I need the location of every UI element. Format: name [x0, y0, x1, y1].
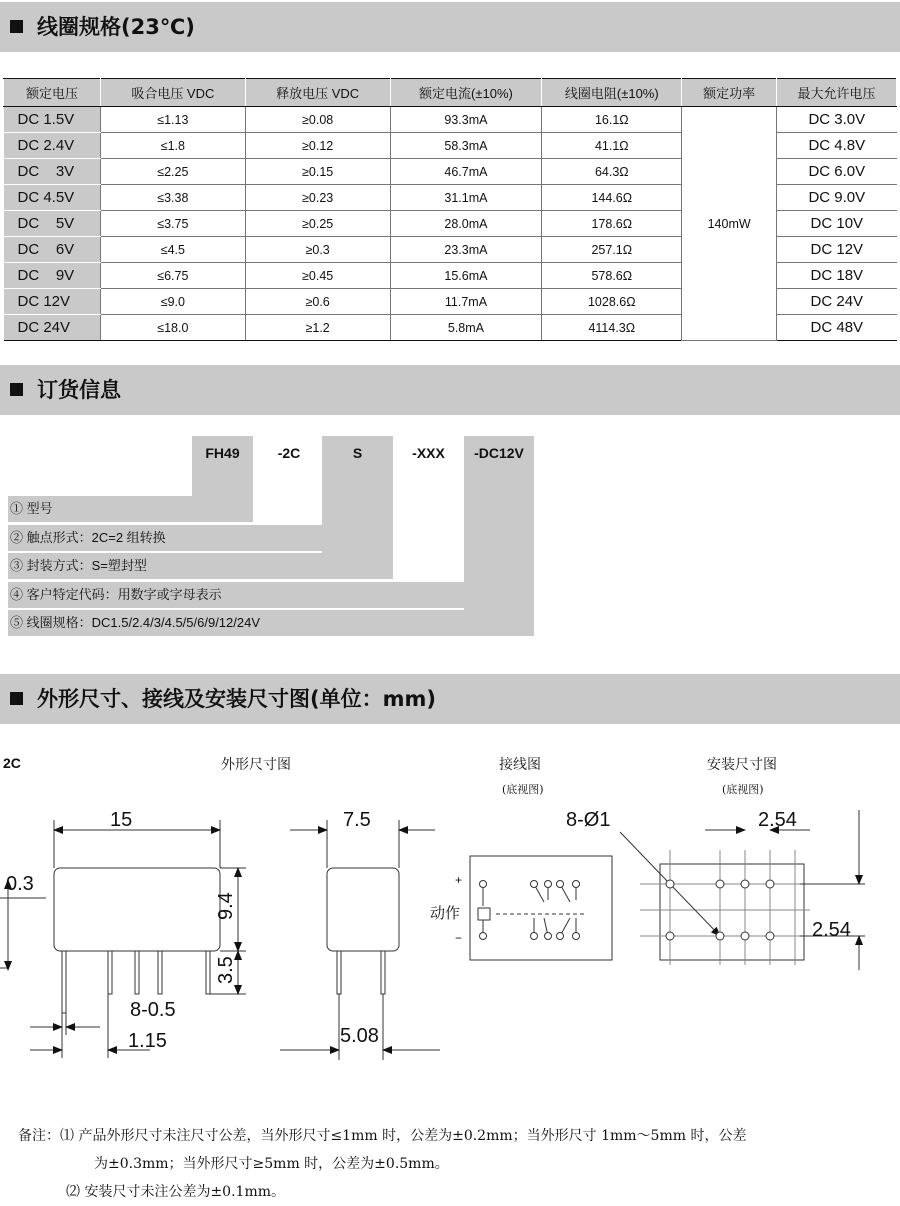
- dim-pin-width: 8-0.5: [130, 999, 176, 1021]
- side-pin-right: [381, 951, 385, 994]
- cell-pick-up-voltage: ≤4.5: [100, 237, 245, 263]
- cell-rated-power: 140mW: [682, 107, 777, 341]
- code-contact: -2C: [277, 445, 301, 461]
- wiring-title: 接线图: [499, 757, 541, 773]
- cell-pick-up-voltage: ≤3.75: [100, 211, 245, 237]
- dim-pin-pitch: 1.15: [128, 1030, 167, 1052]
- cell-pick-up-voltage: ≤18.0: [100, 315, 245, 341]
- coil-spec-table: [3, 78, 897, 341]
- order-line-customer: ④ 客户特定代码：用数字或字母表示: [10, 587, 222, 602]
- code-customer: -XXX: [412, 445, 445, 461]
- side-pin-left: [337, 951, 341, 994]
- cell-coil-resistance: 41.1Ω: [542, 133, 682, 159]
- cell-release-voltage: ≥0.08: [245, 107, 390, 133]
- header-rated-power: 额定功率: [682, 79, 777, 107]
- cell-rated-current: 46.7mA: [390, 159, 542, 185]
- header-release-voltage: 释放电压 VDC: [245, 79, 390, 107]
- cell-coil-resistance: 1028.6Ω: [542, 289, 682, 315]
- notes: [18, 1122, 746, 1206]
- cell-rated-current: 5.8mA: [390, 315, 542, 341]
- cell-coil-resistance: 4114.3Ω: [542, 315, 682, 341]
- coil-action-label: 动作: [430, 904, 461, 922]
- cell-release-voltage: ≥0.3: [245, 237, 390, 263]
- cell-rated-voltage: DC 3V: [4, 159, 101, 185]
- cell-pick-up-voltage: ≤1.13: [100, 107, 245, 133]
- cell-max-voltage: DC 48V: [777, 315, 897, 341]
- cell-pick-up-voltage: ≤6.75: [100, 263, 245, 289]
- cell-coil-resistance: 16.1Ω: [542, 107, 682, 133]
- notes-prefix: 备注：: [18, 1128, 60, 1144]
- header-rated-current: 额定电流(±10%): [390, 79, 542, 107]
- cell-max-voltage: DC 9.0V: [777, 185, 897, 211]
- cell-coil-resistance: 64.3Ω: [542, 159, 682, 185]
- order-line-package: ③ 封装方式：S=塑封型: [10, 558, 147, 573]
- square-bullet-icon: [10, 692, 23, 705]
- code-coil: -DC12V: [474, 445, 524, 461]
- cell-release-voltage: ≥0.23: [245, 185, 390, 211]
- cell-rated-current: 28.0mA: [390, 211, 542, 237]
- cell-coil-resistance: 578.6Ω: [542, 263, 682, 289]
- order-info-header: 订货信息: [0, 365, 900, 415]
- cell-rated-current: 15.6mA: [390, 263, 542, 289]
- code-model: FH49: [205, 445, 240, 461]
- cell-rated-voltage: DC 12V: [4, 289, 101, 315]
- relay-front-view: [54, 868, 220, 951]
- dim-pitch-y: 2.54: [812, 919, 851, 941]
- cell-release-voltage: ≥0.6: [245, 289, 390, 315]
- note-1b: 为±0.3mm；当外形尺寸≥5mm 时，公差为±0.5mm。: [94, 1156, 449, 1172]
- table-row: [4, 107, 897, 133]
- dim-pin-length: 3.5: [215, 956, 237, 984]
- cell-release-voltage: ≥0.25: [245, 211, 390, 237]
- cell-pick-up-voltage: ≤2.25: [100, 159, 245, 185]
- header-max-voltage: 最大允许电压: [777, 79, 897, 107]
- cell-rated-voltage: DC 9V: [4, 263, 101, 289]
- cell-rated-voltage: DC 6V: [4, 237, 101, 263]
- dimensions-header: 外形尺寸、接线及安装尺寸图(单位：mm): [0, 674, 900, 724]
- cell-max-voltage: DC 4.8V: [777, 133, 897, 159]
- header-pick-up-voltage: 吸合电压 VDC: [100, 79, 245, 107]
- cell-coil-resistance: 178.6Ω: [542, 211, 682, 237]
- cell-rated-current: 23.3mA: [390, 237, 542, 263]
- dim-width: 7.5: [343, 809, 371, 831]
- header-coil-resistance: 线圈电阻(±10%): [542, 79, 682, 107]
- cell-max-voltage: DC 6.0V: [777, 159, 897, 185]
- plus-sign: +: [455, 873, 463, 887]
- cell-max-voltage: DC 10V: [777, 211, 897, 237]
- cell-coil-resistance: 257.1Ω: [542, 237, 682, 263]
- relay-side-view: [327, 868, 399, 951]
- dim-row-spacing: 5.08: [340, 1025, 379, 1047]
- square-bullet-icon: [10, 20, 23, 33]
- wiring-subtitle: (底视图): [502, 783, 544, 796]
- mount-subtitle: (底视图): [722, 783, 764, 796]
- order-line-model: ① 型号: [10, 501, 53, 516]
- code-package: S: [352, 445, 363, 461]
- minus-sign: −: [455, 931, 463, 945]
- cell-rated-current: 93.3mA: [390, 107, 542, 133]
- outline-title: 外形尺寸图: [221, 757, 291, 773]
- wiring-diagram-box: [470, 856, 612, 960]
- cell-pick-up-voltage: ≤1.8: [100, 133, 245, 159]
- dimension-drawing: [0, 790, 900, 1090]
- order-line-contact: ② 触点形式：2C=2 组转换: [10, 530, 166, 545]
- cell-rated-voltage: DC 1.5V: [4, 107, 101, 133]
- cell-pick-up-voltage: ≤3.38: [100, 185, 245, 211]
- table-header-row: [4, 79, 897, 107]
- cell-rated-voltage: DC 5V: [4, 211, 101, 237]
- cell-rated-current: 11.7mA: [390, 289, 542, 315]
- mount-title: 安装尺寸图: [707, 757, 777, 773]
- mount-diagram-box: [660, 864, 804, 960]
- cell-max-voltage: DC 18V: [777, 263, 897, 289]
- dim-height: 9.4: [215, 892, 237, 920]
- cell-max-voltage: DC 3.0V: [777, 107, 897, 133]
- coil-spec-header: 线圈规格(23℃): [0, 2, 900, 52]
- dim-offset: 0.3: [6, 873, 34, 895]
- cell-rated-voltage: DC 24V: [4, 315, 101, 341]
- dim-pitch-x: 2.54: [758, 809, 797, 831]
- cell-release-voltage: ≥0.45: [245, 263, 390, 289]
- cell-pick-up-voltage: ≤9.0: [100, 289, 245, 315]
- cell-coil-resistance: 144.6Ω: [542, 185, 682, 211]
- contact-type-label: 2C: [3, 755, 21, 771]
- cell-max-voltage: DC 12V: [777, 237, 897, 263]
- note-1a: ⑴ 产品外形尺寸未注尺寸公差，当外形尺寸≤1mm 时，公差为±0.2mm；当外形尺寸 1mm～5mm 时，公差: [60, 1128, 747, 1144]
- cell-rated-voltage: DC 4.5V: [4, 185, 101, 211]
- cell-release-voltage: ≥0.12: [245, 133, 390, 159]
- cell-rated-current: 31.1mA: [390, 185, 542, 211]
- cell-rated-current: 58.3mA: [390, 133, 542, 159]
- header-rated-voltage: 额定电压: [4, 79, 101, 107]
- square-bullet-icon: [10, 383, 23, 396]
- cell-max-voltage: DC 24V: [777, 289, 897, 315]
- note-2: ⑵ 安装尺寸未注公差为±0.1mm。: [66, 1184, 285, 1200]
- dim-hole-count: 8-Ø1: [566, 809, 611, 831]
- order-line-coil: ⑤ 线圈规格：DC1.5/2.4/3/4.5/5/6/9/12/24V: [10, 615, 261, 630]
- cell-release-voltage: ≥1.2: [245, 315, 390, 341]
- dim-length: 15: [110, 809, 133, 831]
- cell-release-voltage: ≥0.15: [245, 159, 390, 185]
- order-code-diagram: [0, 436, 900, 646]
- cell-rated-voltage: DC 2.4V: [4, 133, 101, 159]
